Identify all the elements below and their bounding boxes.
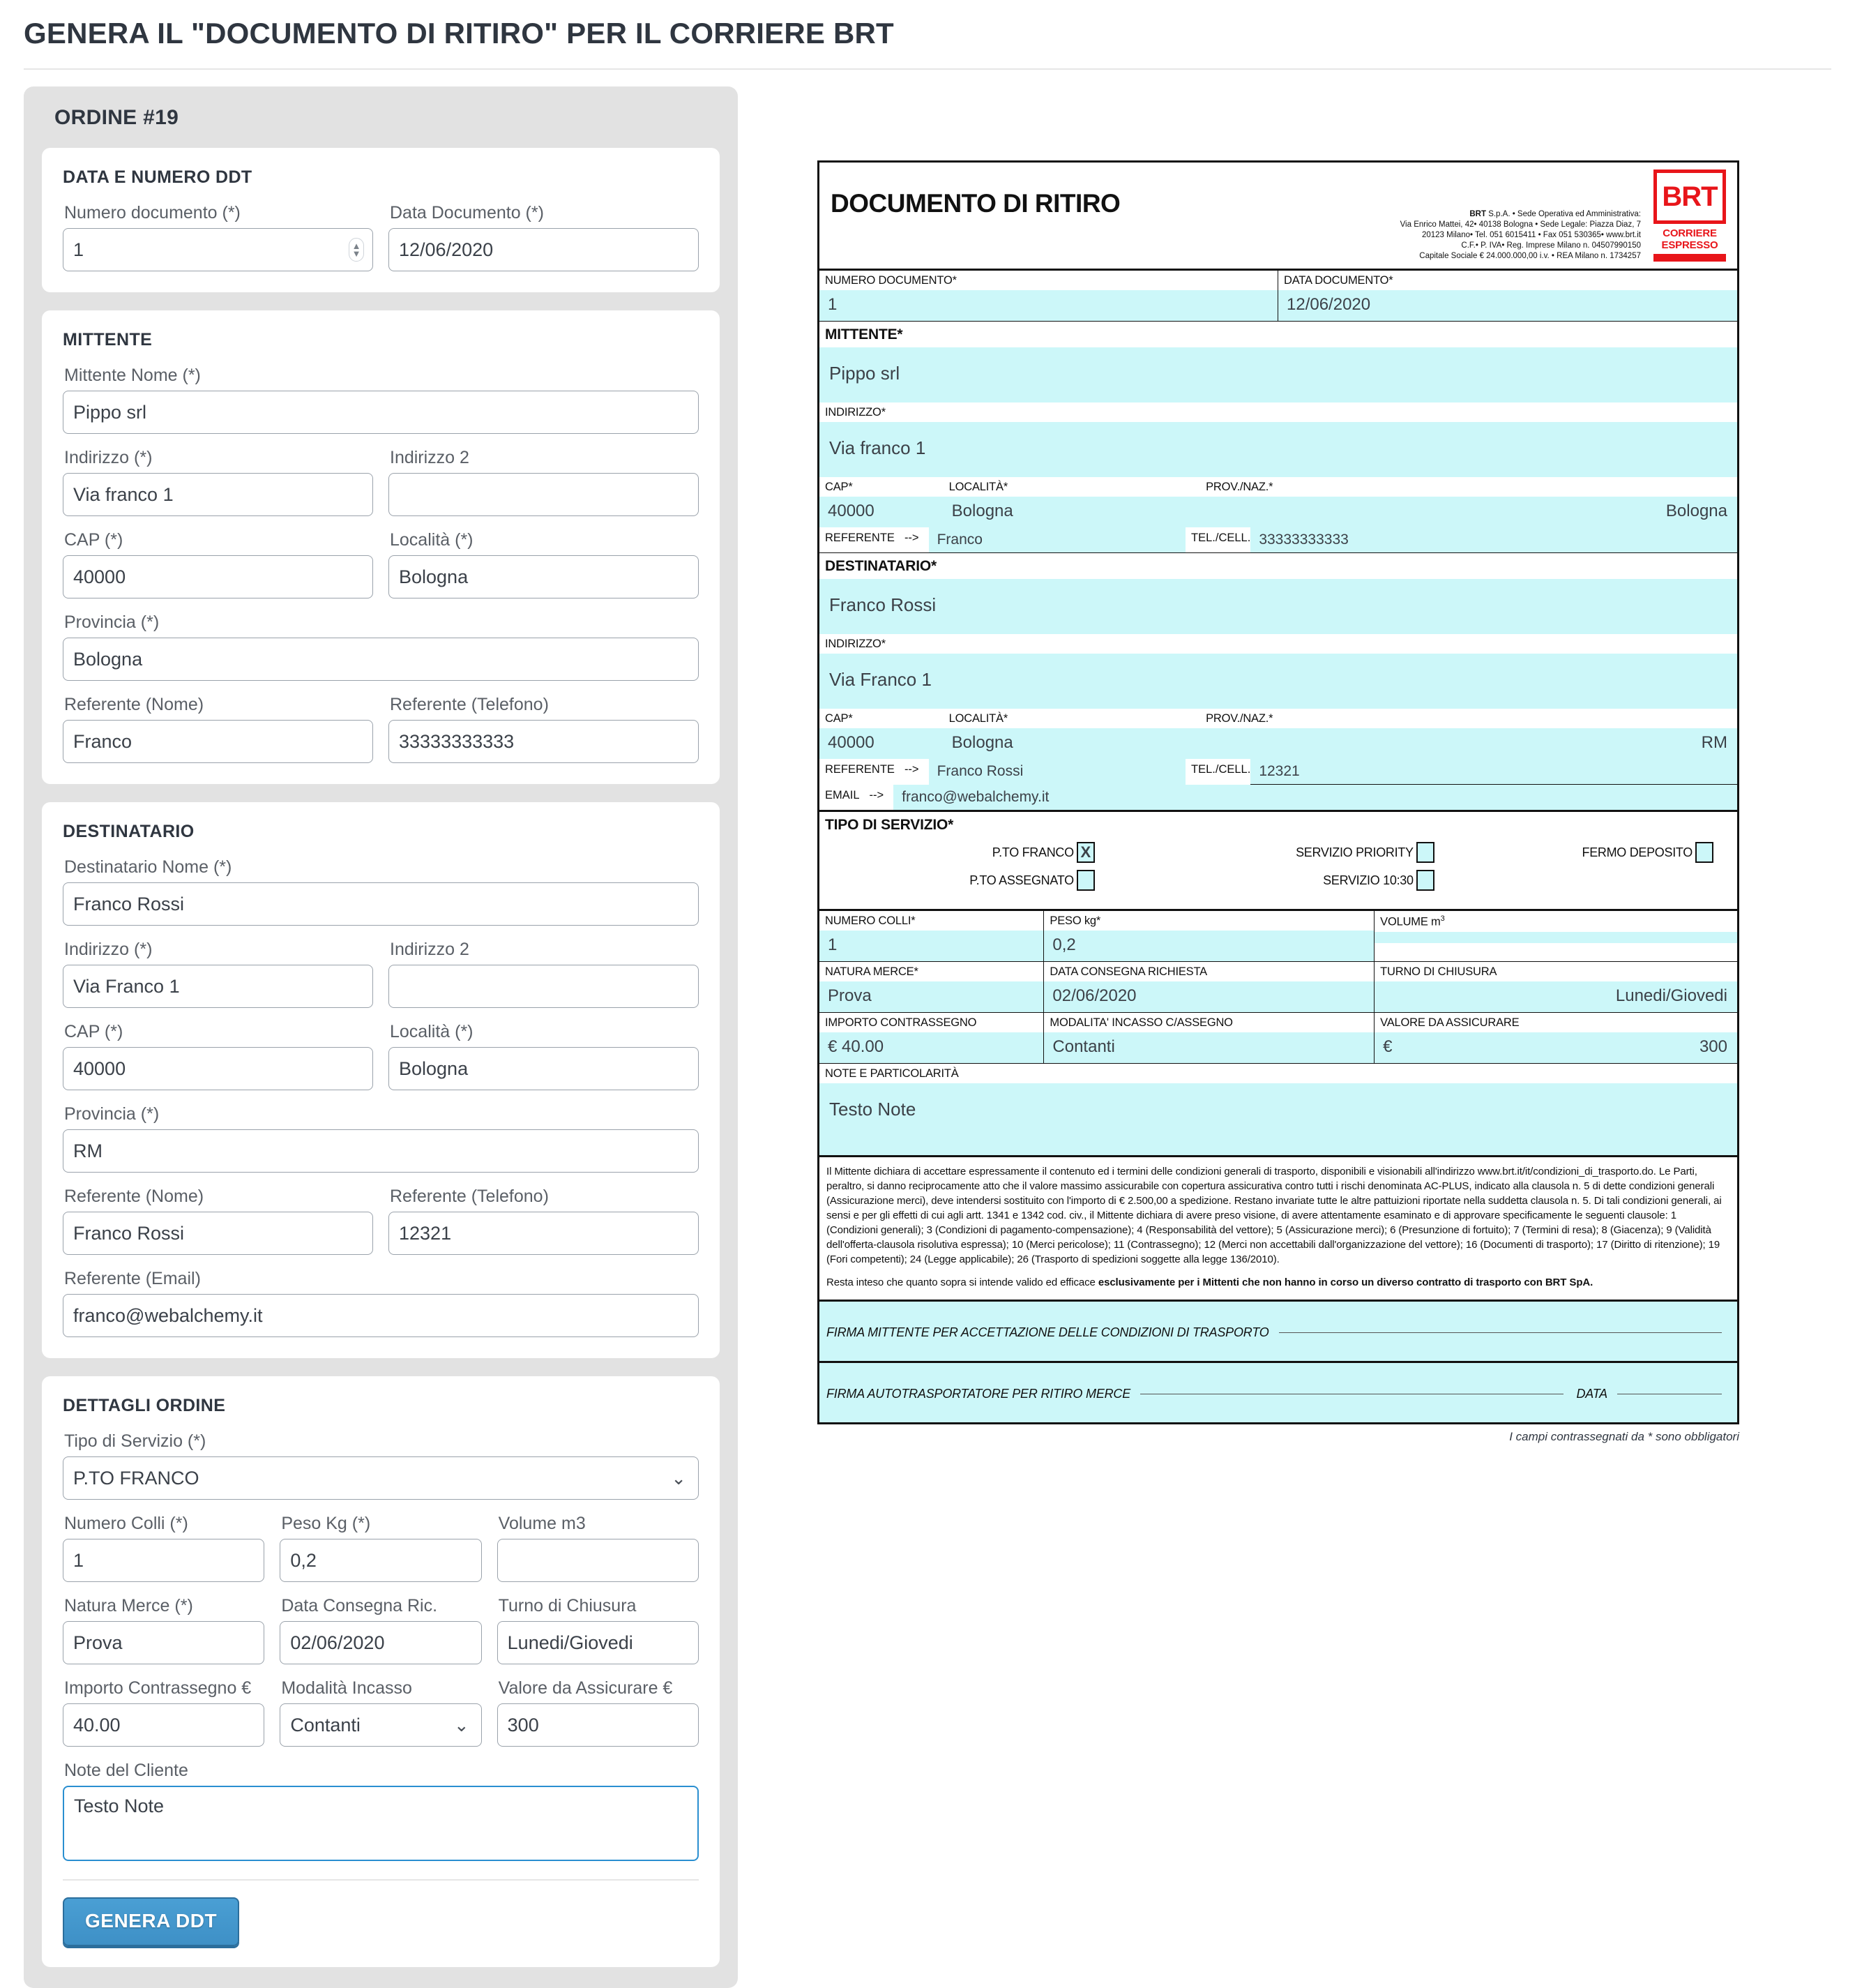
legal-paragraph-2: Resta inteso che quanto sopra si intende valido ed efficace esclusivamente per i Mittenti che non hanno in corso un diverso contratto di trasporto con BRT SpA.	[826, 1277, 1593, 1288]
doc-arrow-destinatario-email: -->	[860, 785, 894, 810]
legal-paragraph-1: Il Mittente dichiara di accettare espressamente il contenuto ed i termini delle condizioni generali di trasporto, disponibili e visionabili all'indirizzo www.brt.it/it/condizioni_di_trasporto.do. Le Parti, peraltro, si danno reciprocamente atto che il valore massimo assicurabile con copertura assicurativa contro tutti i rischi denominata AC-PLUS, indicato alla clausola n. 5 di dette condizioni generali (Assicurazione merci), deve intendersi sostituito con l'importo di € 2.500,00 a spedizione. Restano invariate tutte le altre pattuizioni riportate nella suddetta clausola n. 5. Di tali condizioni generali, ai sensi e per gli effetti di cui agli artt. 1341 e 1342 cod. civ., il Mittente dichiara di avere preso visione, di avere attentamente esaminato e di approvare specificamente le seguenti clausole: 1 (Condizioni generali); 3 (Condizioni di pagamento-compensazione); 4 (Responsabilità del vettore); 5 (Assicurazione merci); 6 (Presunzione di fortuito); 7 (Termini di resa); 8 (Giacenza); 9 (Validità dell'offerta-clausola risolutiva espressa); 10 (Merci pericolose); 11 (Contrassegno); 12 (Merci non accettabili dall'organizzazione del vettore); 16 (Documenti di trasporto); 17 (Diritto di ritenzione); 19 (Fori competenti); 24 (Legge applicabile); 26 (Trasporto di spedizioni soggette alla legge 136/2010).	[826, 1166, 1722, 1265]
doc-label-destinatario-email: EMAIL	[819, 785, 860, 810]
doc-value-volume	[1375, 932, 1737, 943]
section-title-ddt: DATA E NUMERO DDT	[63, 167, 252, 187]
checkbox-servizio-priority[interactable]	[1416, 842, 1434, 863]
label-peso: Peso Kg (*)	[281, 1514, 371, 1533]
doc-label-mittente-indirizzo: INDIRIZZO*	[825, 406, 886, 419]
label-mittente-indirizzo: Indirizzo (*)	[64, 448, 153, 467]
input-mittente-provincia[interactable]: Bologna	[63, 638, 699, 681]
doc-label-note: NOTE E PARTICOLARITÀ	[825, 1067, 959, 1080]
signature-data-label: DATA	[1576, 1387, 1607, 1401]
doc-section-tipo-servizio	[819, 812, 1737, 911]
doc-label-destinatario-cap: CAP*	[825, 712, 853, 725]
input-numero-documento[interactable]	[63, 228, 373, 271]
label-destinatario-indirizzo: Indirizzo (*)	[64, 940, 153, 959]
doc-value-modalita-incasso: Contanti	[1044, 1032, 1374, 1063]
input-numero-colli[interactable]: 1	[63, 1539, 264, 1582]
document-footnote: I campi contrassegnati da * sono obbligatori	[1509, 1430, 1739, 1443]
doc-destinatario-email: franco@webalchemy.it	[893, 785, 1737, 810]
doc-valore-amount: 300	[1699, 1037, 1727, 1056]
doc-destinatario-prov: RM	[1200, 728, 1737, 759]
signature-mittente-row	[819, 1302, 1737, 1363]
field-data-documento	[388, 203, 699, 271]
doc-section-destinatario	[819, 553, 1737, 812]
svc-label-pto-assegnato: P.TO ASSEGNATO	[969, 873, 1074, 887]
doc-label-natura-merce: NATURA MERCE*	[825, 965, 918, 978]
doc-label-destinatario-tel: TEL./CELL.	[1186, 759, 1250, 785]
doc-label-importo-contrassegno: IMPORTO CONTRASSEGNO	[825, 1016, 977, 1029]
field-destinatario-indirizzo2	[388, 940, 699, 1008]
doc-arrow-mittente-referente: -->	[895, 527, 929, 552]
doc-label-destinatario-referente: REFERENTE	[819, 759, 895, 785]
doc-label-turno-chiusura: TURNO DI CHIUSURA	[1380, 965, 1497, 978]
label-turno-chiusura: Turno di Chiusura	[498, 1596, 637, 1616]
doc-section-mittente	[819, 322, 1737, 553]
label-natura-merce: Natura Merce (*)	[64, 1596, 193, 1616]
brt-logo-text: BRT	[1662, 181, 1718, 212]
field-natura-merce	[63, 1596, 264, 1664]
doc-destinatario-localita: Bologna	[944, 728, 1200, 759]
doc-label-mittente-referente: REFERENTE	[819, 527, 895, 552]
document-title-area	[819, 163, 1359, 269]
section-title-destinatario: DESTINATARIO	[63, 822, 195, 841]
doc-mittente-referente: Franco	[929, 527, 1186, 552]
label-mittente-referente-tel: Referente (Telefono)	[390, 695, 549, 714]
doc-label-destinatario-prov: PROV./NAZ.*	[1206, 712, 1273, 725]
field-volume	[497, 1514, 699, 1582]
doc-label-mittente-localita: LOCALITÀ*	[948, 481, 1008, 493]
doc-destinatario-referente: Franco Rossi	[929, 759, 1186, 785]
doc-value-numero-colli: 1	[819, 931, 1043, 961]
doc-mittente-cap: 40000	[819, 497, 944, 527]
field-numero-colli	[63, 1514, 264, 1582]
label-mittente-nome: Mittente Nome (*)	[64, 366, 201, 385]
doc-label-destinatario-indirizzo: INDIRIZZO*	[825, 638, 886, 650]
brt-logo-caption-2: ESPRESSO	[1661, 239, 1718, 251]
svc-label-servizio-priority: SERVIZIO PRIORITY	[1296, 845, 1414, 859]
doc-label-valore-assicurare: VALORE DA ASSICURARE	[1380, 1016, 1520, 1029]
svc-label-fermo-deposito: FERMO DEPOSITO	[1582, 845, 1693, 859]
select-modalita-incasso[interactable]: Contanti	[280, 1703, 481, 1747]
doc-label-data-consegna: DATA CONSEGNA RICHIESTA	[1050, 965, 1207, 978]
brt-logo-mark	[1653, 170, 1726, 224]
field-numero-documento	[63, 203, 373, 271]
input-peso[interactable]: 0,2	[280, 1539, 481, 1582]
doc-value-valore-assicurare	[1375, 1032, 1737, 1063]
doc-value-data-documento: 12/06/2020	[1278, 290, 1737, 321]
doc-value-data-consegna: 02/06/2020	[1044, 981, 1374, 1012]
input-mittente-cap[interactable]: 40000	[63, 555, 373, 598]
field-mittente-provincia	[63, 612, 699, 681]
doc-mittente-localita: Bologna	[944, 497, 1200, 527]
label-mittente-referente-nome: Referente (Nome)	[64, 695, 204, 714]
label-destinatario-referente-nome: Referente (Nome)	[64, 1187, 204, 1206]
company-info	[1359, 163, 1652, 269]
signature-autotrasportatore-row	[819, 1363, 1737, 1422]
company-line4: C.F.• P. IVA• Reg. Imprese Milano n. 04507990150	[1461, 241, 1641, 250]
page-title: GENERA IL "DOCUMENTO DI RITIRO" PER IL CORRIERE BRT	[24, 17, 894, 50]
company-line5: Capitale Sociale € 24.000.000,00 i.v. • REA Milano n. 1734257	[1419, 252, 1641, 260]
doc-value-importo-contrassegno: € 40.00	[819, 1032, 1043, 1063]
label-numero-documento: Numero documento (*)	[64, 203, 241, 223]
doc-destinatario-nome: Franco Rossi	[819, 579, 1737, 634]
row-numero-data-documento	[819, 271, 1737, 322]
input-destinatario-indirizzo[interactable]: Via Franco 1	[63, 965, 373, 1008]
label-destinatario-cap: CAP (*)	[64, 1022, 123, 1041]
field-mittente-indirizzo2	[388, 448, 699, 516]
input-destinatario-provincia[interactable]: RM	[63, 1129, 699, 1173]
label-mittente-provincia: Provincia (*)	[64, 612, 160, 632]
doc-valore-currency: €	[1383, 1037, 1393, 1056]
input-destinatario-referente-tel[interactable]: 12321	[388, 1212, 699, 1255]
input-mittente-localita[interactable]: Bologna	[388, 555, 699, 598]
field-modalita-incasso	[280, 1678, 481, 1747]
form-divider	[63, 1879, 699, 1881]
input-turno-chiusura[interactable]: Lunedi/Giovedi	[497, 1621, 699, 1664]
input-natura-merce[interactable]: Prova	[63, 1621, 264, 1664]
doc-label-modalita-incasso: MODALITA' INCASSO C/ASSEGNO	[1050, 1016, 1233, 1029]
signature-autotrasportatore-label: FIRMA AUTOTRASPORTATORE PER RITIRO MERCE	[826, 1387, 1131, 1401]
doc-title-tipo-servizio: TIPO DI SERVIZIO*	[825, 817, 954, 833]
label-destinatario-referente-tel: Referente (Telefono)	[390, 1187, 549, 1206]
chevron-down-icon: ⌄	[671, 1468, 686, 1489]
document-header	[819, 163, 1737, 271]
doc-label-peso: PESO kg*	[1050, 914, 1101, 927]
doc-label-numero-colli: NUMERO COLLI*	[825, 914, 916, 927]
doc-row-importo-modalita-valore	[819, 1013, 1737, 1064]
field-destinatario-cap	[63, 1022, 373, 1090]
svc-label-servizio-1030: SERVIZIO 10:30	[1323, 873, 1414, 887]
checkbox-fermo-deposito[interactable]	[1695, 842, 1713, 863]
input-destinatario-indirizzo2[interactable]	[388, 965, 699, 1008]
brt-pickup-document	[817, 160, 1739, 1424]
field-valore-assicurare	[497, 1678, 699, 1747]
document-preview-panel	[775, 86, 1781, 1549]
section-title-mittente: MITTENTE	[63, 330, 153, 349]
doc-legal-text	[819, 1157, 1737, 1302]
label-volume: Volume m3	[498, 1514, 586, 1533]
company-name: BRT	[1469, 210, 1486, 218]
field-destinatario-indirizzo	[63, 940, 373, 1008]
input-destinatario-referente-email[interactable]: franco@webalchemy.it	[63, 1294, 699, 1337]
field-destinatario-nome	[63, 857, 699, 926]
doc-label-destinatario-localita: LOCALITÀ*	[948, 712, 1008, 725]
label-tipo-servizio: Tipo di Servizio (*)	[64, 1431, 206, 1451]
input-mittente-indirizzo[interactable]: Via franco 1	[63, 473, 373, 516]
field-destinatario-referente-tel	[388, 1187, 699, 1255]
document-title: DOCUMENTO DI RITIRO	[831, 189, 1121, 218]
card-data-numero-ddt	[42, 148, 720, 292]
checkbox-servizio-1030[interactable]	[1416, 870, 1434, 891]
doc-label-mittente-prov: PROV./NAZ.*	[1206, 481, 1273, 493]
chevron-down-icon: ⌄	[453, 1715, 469, 1735]
doc-value-peso: 0,2	[1044, 931, 1374, 961]
doc-mittente-nome: Pippo srl	[819, 347, 1737, 402]
brt-logo	[1652, 170, 1727, 262]
field-mittente-nome	[63, 366, 699, 434]
doc-label-volume: VOLUME $m^3$	[1380, 914, 1445, 928]
doc-mittente-prov: Bologna	[1200, 497, 1737, 527]
number-stepper-icon[interactable]: ▲ ▼	[349, 238, 364, 262]
field-mittente-localita	[388, 530, 699, 598]
card-dettagli-ordine	[42, 1376, 720, 1967]
input-data-consegna[interactable]: 02/06/2020	[280, 1621, 481, 1664]
field-note-cliente	[63, 1761, 699, 1861]
doc-destinatario-tel: 12321	[1250, 759, 1737, 785]
input-data-documento[interactable]: 12/06/2020	[388, 228, 699, 271]
label-destinatario-localita: Località (*)	[390, 1022, 474, 1041]
main-layout	[0, 70, 1855, 1988]
brt-logo-caption-1: CORRIERE	[1663, 227, 1717, 239]
company-line2: Via Enrico Mattei, 42• 40138 Bologna • Sede Legale: Piazza Diaz, 7	[1400, 220, 1641, 229]
field-destinatario-localita	[388, 1022, 699, 1090]
doc-row-natura-consegna-turno	[819, 962, 1737, 1013]
doc-value-natura-merce: Prova	[819, 981, 1043, 1012]
field-mittente-referente-nome	[63, 695, 373, 763]
label-mittente-localita: Località (*)	[390, 530, 474, 550]
input-mittente-nome[interactable]: Pippo srl	[63, 391, 699, 434]
section-title-dettagli: DETTAGLI ORDINE	[63, 1396, 226, 1415]
label-valore-assicurare: Valore da Assicurare €	[498, 1678, 673, 1698]
card-mittente	[42, 310, 720, 784]
company-line3: 20123 Milano• Tel. 051 6015411 • Fax 051 530365• www.brt.it	[1421, 231, 1641, 239]
textarea-note-cliente[interactable]: Testo Note	[63, 1786, 699, 1861]
label-importo-contrassegno: Importo Contrassegno €	[64, 1678, 252, 1698]
svc-label-pto-franco: P.TO FRANCO	[992, 845, 1074, 859]
input-destinatario-cap[interactable]: 40000	[63, 1047, 373, 1090]
field-destinatario-referente-nome	[63, 1187, 373, 1255]
label-destinatario-nome: Destinatario Nome (*)	[64, 857, 232, 877]
label-destinatario-provincia: Provincia (*)	[64, 1104, 160, 1124]
page-header	[0, 0, 1855, 68]
order-panel-title: ORDINE #19	[54, 106, 179, 129]
input-mittente-referente-nome[interactable]: Franco	[63, 720, 373, 763]
input-mittente-indirizzo2[interactable]	[388, 473, 699, 516]
label-modalita-incasso: Modalità Incasso	[281, 1678, 412, 1698]
signature-mittente-line[interactable]	[1279, 1332, 1722, 1333]
doc-mittente-tel: 33333333333	[1250, 527, 1737, 552]
field-mittente-referente-tel	[388, 695, 699, 763]
field-turno-chiusura	[497, 1596, 699, 1664]
doc-title-mittente: MITTENTE*	[825, 326, 903, 342]
doc-label-mittente-cap: CAP*	[825, 481, 853, 493]
card-destinatario	[42, 802, 720, 1358]
doc-label-data-documento: DATA DOCUMENTO*	[1284, 274, 1393, 287]
label-numero-colli: Numero Colli (*)	[64, 1514, 188, 1533]
order-form-panel	[24, 86, 738, 1988]
input-mittente-referente-tel[interactable]: 33333333333	[388, 720, 699, 763]
label-data-consegna: Data Consegna Ric.	[281, 1596, 438, 1616]
doc-destinatario-indirizzo: Via Franco 1	[819, 654, 1737, 709]
doc-row-colli-peso-volume	[819, 911, 1737, 962]
company-line1: S.p.A. • Sede Operativa ed Amministrativa:	[1486, 210, 1641, 218]
select-tipo-servizio[interactable]: P.TO FRANCO	[63, 1456, 699, 1500]
checkbox-pto-assegnato[interactable]	[1077, 870, 1095, 891]
field-destinatario-referente-email	[63, 1269, 699, 1337]
checkbox-pto-franco[interactable]: X	[1077, 842, 1095, 863]
label-destinatario-indirizzo2: Indirizzo 2	[390, 940, 469, 959]
field-data-consegna	[280, 1596, 481, 1664]
field-mittente-cap	[63, 530, 373, 598]
doc-destinatario-cap: 40000	[819, 728, 944, 759]
field-peso	[280, 1514, 481, 1582]
field-importo-contrassegno	[63, 1678, 264, 1747]
input-destinatario-localita[interactable]: Bologna	[388, 1047, 699, 1090]
field-destinatario-provincia	[63, 1104, 699, 1173]
input-destinatario-referente-nome[interactable]: Franco Rossi	[63, 1212, 373, 1255]
signature-mittente-label: FIRMA MITTENTE PER ACCETTAZIONE DELLE CONDIZIONI DI TRASPORTO	[826, 1325, 1269, 1339]
label-note-cliente: Note del Cliente	[64, 1761, 188, 1780]
label-mittente-indirizzo2: Indirizzo 2	[390, 448, 469, 467]
input-valore-assicurare[interactable]: 300	[497, 1703, 699, 1747]
genera-ddt-button[interactable]: GENERA DDT	[63, 1897, 239, 1946]
doc-value-note: Testo Note	[819, 1083, 1737, 1155]
input-importo-contrassegno[interactable]: 40.00	[63, 1703, 264, 1747]
label-mittente-cap: CAP (*)	[64, 530, 123, 550]
label-data-documento: Data Documento (*)	[390, 203, 544, 223]
doc-label-numero-documento: NUMERO DOCUMENTO*	[825, 274, 957, 287]
doc-label-mittente-tel: TEL./CELL.	[1186, 527, 1250, 552]
label-destinatario-referente-email: Referente (Email)	[64, 1269, 201, 1288]
value-numero-documento: 1	[73, 239, 84, 260]
doc-arrow-destinatario-referente: -->	[895, 759, 929, 785]
doc-title-destinatario: DESTINATARIO*	[825, 558, 937, 574]
doc-section-note	[819, 1064, 1737, 1157]
field-mittente-indirizzo	[63, 448, 373, 516]
field-tipo-servizio	[63, 1431, 699, 1500]
brt-logo-bar	[1653, 254, 1726, 262]
input-destinatario-nome[interactable]: Franco Rossi	[63, 882, 699, 926]
doc-mittente-indirizzo: Via franco 1	[819, 422, 1737, 477]
doc-value-numero-documento: 1	[819, 290, 1278, 321]
input-volume[interactable]	[497, 1539, 699, 1582]
doc-value-turno-chiusura: Lunedi/Giovedi	[1375, 981, 1737, 1012]
